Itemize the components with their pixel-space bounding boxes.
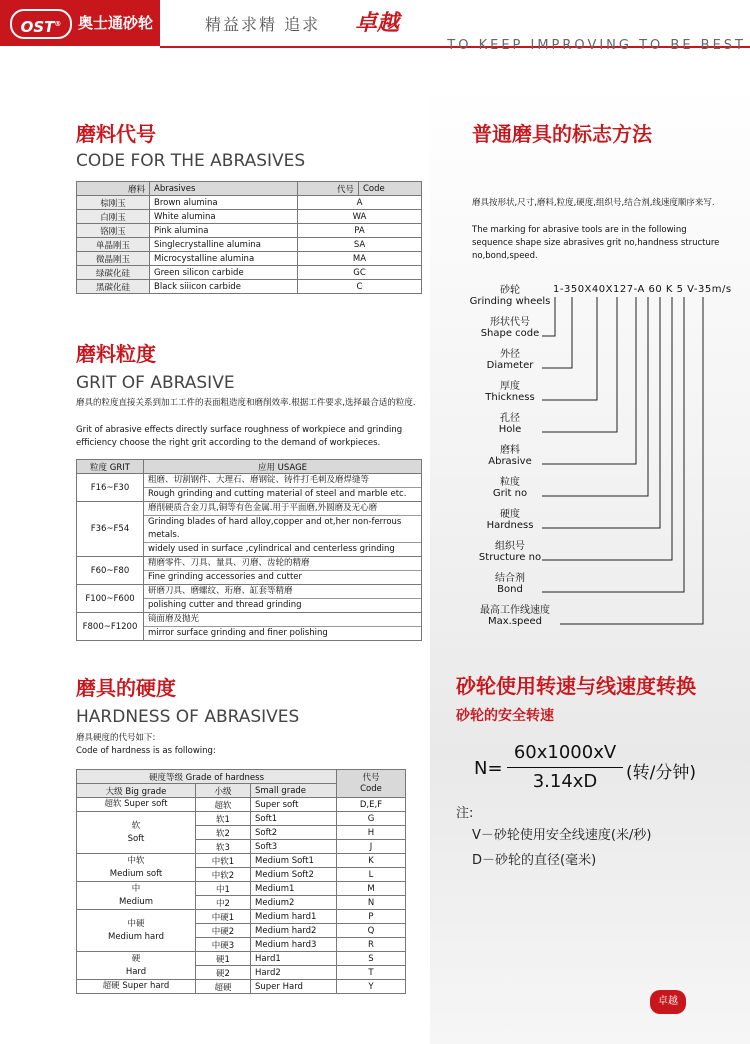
grit-value: F800~F1200: [77, 613, 144, 641]
marking-label-8-cn: 组织号: [495, 541, 525, 552]
marking-code: 1-350X40X127-A 60 K 5 V-35m/s: [553, 284, 732, 295]
small-grade-en: Soft2: [251, 826, 337, 840]
small-grade-en: Medium Soft1: [251, 854, 337, 868]
marking-label-4-en: Hole: [498, 424, 522, 435]
small-grade-en: Super Hard: [251, 980, 337, 994]
abrasive-code: GC: [298, 266, 422, 280]
marking-label-9-en: Bond: [497, 584, 523, 595]
hardness-code: M: [337, 882, 406, 896]
leader-line: [542, 297, 684, 592]
seal-stamp: 卓越: [650, 990, 686, 1014]
usage-line: polishing cutter and thread grinding: [148, 600, 302, 610]
usage-line: widely used in surface ,cylindrical and centerless grinding: [148, 544, 395, 554]
marking-label-3-cn: 厚度: [500, 381, 520, 392]
small-grade-cn: 中软2: [196, 868, 251, 882]
th-grit: 粒度 GRIT: [77, 460, 144, 474]
grit-title-cn: 磨料粒度: [76, 342, 156, 366]
small-grade-en: Super soft: [251, 798, 337, 812]
abrasive-name-cn: 白刚玉: [77, 210, 150, 224]
small-grade-cn: 超硬: [196, 980, 251, 994]
small-grade-en: Medium hard3: [251, 938, 337, 952]
leader-line: [542, 297, 572, 368]
usage-line: mirror surface grinding and finer polishing: [148, 628, 328, 638]
marking-label-2-en: Diameter: [486, 360, 534, 371]
note-v: V－砂轮使用安全线速度(米/秒): [472, 828, 652, 843]
usage-line: Rough grinding and cutting material of steel and marble etc.: [148, 489, 407, 499]
small-grade-cn: 中2: [196, 896, 251, 910]
grit-value: F36~F54: [77, 502, 144, 557]
marking-label-7-cn: 硬度: [500, 509, 520, 520]
usage-line: 镜面磨及抛光: [144, 613, 421, 627]
formula-denominator: 3.14xD: [532, 771, 598, 792]
note-head: 注:: [456, 806, 474, 821]
marking-label-10-cn: 最高工作线速度: [480, 605, 550, 616]
big-grade: 超软 Super soft: [77, 798, 196, 812]
leader-line: [542, 297, 672, 560]
small-grade-cn: 软2: [196, 826, 251, 840]
abrasive-name-en: Brown alumina: [150, 196, 298, 210]
grit-desc-cn: 磨具的粒度直接关系到加工工件的表面粗造度和磨削效率.根据工件要求,选择最合适的粒度.: [76, 398, 416, 408]
grit-title-en: GRIT OF ABRASIVE: [76, 373, 235, 393]
marking-label-4-cn: 孔径: [500, 413, 520, 424]
marking-label-5-en: Abrasive: [488, 456, 532, 467]
small-grade-cn: 超软: [196, 798, 251, 812]
abrasive-name-en: Pink alumina: [150, 224, 298, 238]
leader-line: [560, 297, 703, 624]
th-big-grade: 大级 Big grade: [77, 784, 196, 798]
hardness-code: S: [337, 952, 406, 966]
th-small-grade-cn: 小级: [196, 784, 251, 798]
marking-label-0-en: Grinding wheels: [469, 296, 551, 307]
slogan-script: 卓越: [355, 11, 400, 36]
small-grade-en: Medium2: [251, 896, 337, 910]
hardness-code: H: [337, 826, 406, 840]
small-grade-en: Soft1: [251, 812, 337, 826]
th-abrasive-cn: 磨料: [77, 182, 150, 196]
small-grade-cn: 中硬2: [196, 924, 251, 938]
hardness-code: N: [337, 896, 406, 910]
hardness-code: R: [337, 938, 406, 952]
small-grade-en: Hard2: [251, 966, 337, 980]
abrasive-code: WA: [298, 210, 422, 224]
th-small-grade-en: Small grade: [251, 784, 337, 798]
usage-line: 磨削硬质合金刀具,铜等有色金属.用于平面磨,外圆磨及无心磨: [144, 502, 421, 516]
hardness-desc-en: Code of hardness is as following:: [76, 746, 216, 756]
usage-line: 精磨零件、刀具、量具、刃磨、齿轮的精磨: [144, 557, 421, 571]
grit-value: F16~F30: [77, 474, 144, 502]
abrasive-name-cn: 微晶刚玉: [77, 252, 150, 266]
small-grade-cn: 中硬1: [196, 910, 251, 924]
abrasives-title-en: CODE FOR THE ABRASIVES: [76, 151, 306, 171]
th-code-cn: 代号: [298, 182, 359, 196]
marking-label-0-cn: 砂轮: [500, 285, 520, 296]
leader-line: [542, 297, 636, 464]
abrasive-name-cn: 黑碳化硅: [77, 280, 150, 294]
leader-line: [542, 297, 617, 432]
formula-unit: (转/分钟): [626, 763, 696, 783]
th-code: 代号 Code: [337, 770, 406, 798]
abrasive-name-en: Microcystalline alumina: [150, 252, 298, 266]
small-grade-en: Soft3: [251, 840, 337, 854]
abrasive-name-cn: 单晶刚玉: [77, 238, 150, 252]
hardness-code: L: [337, 868, 406, 882]
leader-line: [542, 297, 660, 528]
speed-title: 砂轮使用转速与线速度转换: [456, 674, 696, 698]
marking-label-10-en: Max.speed: [487, 616, 543, 627]
abrasive-code: A: [298, 196, 422, 210]
leader-line: [542, 297, 648, 496]
th-grade: 硬度等级 Grade of hardness: [77, 770, 337, 784]
abrasive-code: SA: [298, 238, 422, 252]
grit-desc-en: Grit of abrasive effects directly surface roughness of workpiece and grinding efficiency choose the right grit according to the demand of workpieces.: [76, 425, 403, 448]
small-grade-en: Medium hard1: [251, 910, 337, 924]
th-usage: 应用 USAGE: [144, 460, 422, 474]
marking-label-6-en: Grit no: [492, 488, 528, 499]
small-grade-cn: 中1: [196, 882, 251, 896]
marking-label-1-cn: 形状代号: [490, 317, 530, 328]
leader-line: [542, 297, 597, 400]
big-grade: 超硬 Super hard: [77, 980, 196, 994]
marking-title: 普通磨具的标志方法: [472, 122, 652, 146]
leader-line: [542, 297, 555, 336]
note-d: D－砂轮的直径(毫米): [472, 853, 597, 868]
abrasive-name-en: Green silicon carbide: [150, 266, 298, 280]
hardness-title-en: HARDNESS OF ABRASIVES: [76, 707, 300, 727]
small-grade-en: Medium Soft2: [251, 868, 337, 882]
th-abrasive-en: Abrasives: [150, 182, 298, 196]
small-grade-en: Medium hard2: [251, 924, 337, 938]
small-grade-cn: 软3: [196, 840, 251, 854]
abrasives-title-cn: 磨料代号: [76, 122, 156, 146]
abrasive-name-cn: 棕刚玉: [77, 196, 150, 210]
usage-line: 粗磨、切割钢件、大理石、磨钢锭、铸件打毛刺及磨焊缝等: [144, 474, 421, 488]
usage-line: Grinding blades of hard alloy,copper and ot,her non-ferrous metals.: [144, 516, 421, 543]
marking-label-9-cn: 结合剂: [495, 573, 525, 584]
slogan-en: TO KEEP IMPROVING TO BE BEST: [447, 38, 746, 53]
hardness-title-cn: 磨具的硬度: [76, 676, 176, 700]
abrasive-code: PA: [298, 224, 422, 238]
marking-label-1-en: Shape code: [480, 328, 540, 339]
marking-label-5-cn: 磨料: [500, 445, 520, 456]
fraction-bar: [507, 767, 623, 768]
grit-value: F60~F80: [77, 557, 144, 585]
small-grade-en: Hard1: [251, 952, 337, 966]
slogan-cn: 精益求精 追求: [205, 15, 321, 34]
th-code-en: Code: [359, 182, 422, 196]
big-grade: 中软 Medium soft: [77, 854, 196, 882]
big-grade: 硬 Hard: [77, 952, 196, 980]
marking-label-8-en: Structure no: [478, 552, 542, 563]
small-grade-en: Medium1: [251, 882, 337, 896]
hardness-code: K: [337, 854, 406, 868]
hardness-code: P: [337, 910, 406, 924]
abrasive-code: MA: [298, 252, 422, 266]
brand-name: 奥士通砂轮: [78, 14, 154, 32]
abrasive-name-en: White alumina: [150, 210, 298, 224]
abrasive-name-en: Singlecrystalline alumina: [150, 238, 298, 252]
formula-numerator: 60x1000xV: [513, 742, 617, 763]
marking-label-3-en: Thickness: [485, 392, 535, 403]
marking-desc-en: The marking for abrasive tools are in the following sequence shape size abrasives grit no,handness structure no,bond,speed.: [472, 225, 720, 261]
hardness-code: D,E,F: [337, 798, 406, 812]
hardness-code: G: [337, 812, 406, 826]
small-grade-cn: 中硬3: [196, 938, 251, 952]
big-grade: 中硬 Medium hard: [77, 910, 196, 952]
logo: OST®: [10, 9, 72, 39]
hardness-desc-cn: 磨具硬度的代号如下:: [76, 733, 156, 743]
marking-desc-cn: 磨具按形状,尺寸,磨料,粒度,硬度,组织号,结合剂,线速度顺序来写.: [472, 198, 715, 208]
abrasive-code: C: [298, 280, 422, 294]
hardness-code: Q: [337, 924, 406, 938]
big-grade: 中 Medium: [77, 882, 196, 910]
hardness-code: J: [337, 840, 406, 854]
small-grade-cn: 软1: [196, 812, 251, 826]
small-grade-cn: 硬1: [196, 952, 251, 966]
grit-value: F100~F600: [77, 585, 144, 613]
abrasive-name-cn: 绿碳化硅: [77, 266, 150, 280]
usage-line: Fine grinding accessories and cutter: [148, 572, 303, 582]
marking-label-2-cn: 外径: [500, 349, 520, 360]
formula-n: N=: [474, 758, 503, 779]
small-grade-cn: 硬2: [196, 966, 251, 980]
marking-label-6-cn: 粒度: [500, 477, 520, 488]
hardness-code: T: [337, 966, 406, 980]
abrasive-name-cn: 铬刚玉: [77, 224, 150, 238]
speed-subtitle: 砂轮的安全转速: [456, 708, 554, 724]
abrasive-name-en: Black siiicon carbide: [150, 280, 298, 294]
small-grade-cn: 中软1: [196, 854, 251, 868]
usage-line: 研磨刀具、磨螺纹、珩磨、缸套等精磨: [144, 585, 421, 599]
marking-label-7-en: Hardness: [486, 520, 534, 531]
big-grade: 软 Soft: [77, 812, 196, 854]
hardness-code: Y: [337, 980, 406, 994]
